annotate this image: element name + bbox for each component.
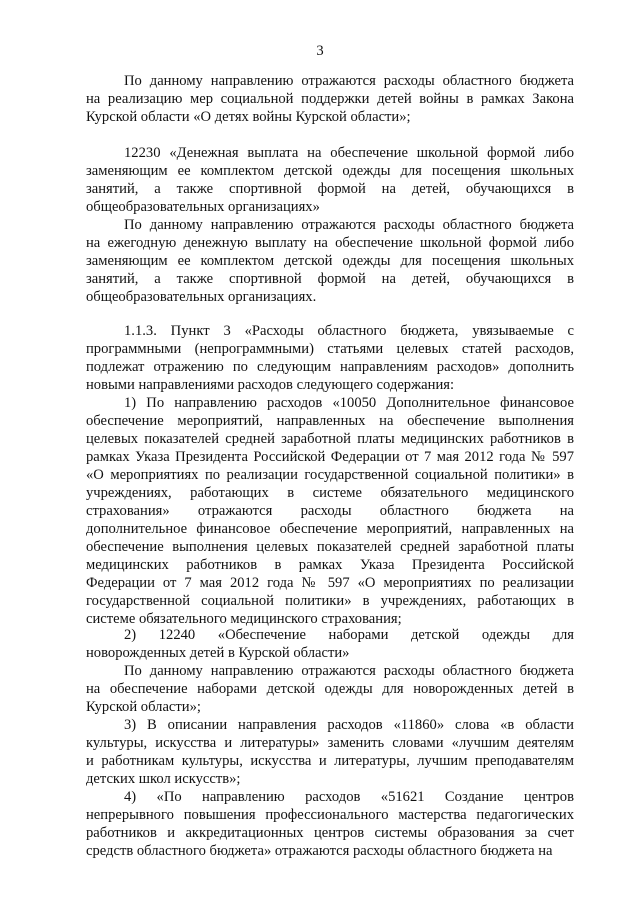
text-line: общеобразовательных организациях» — [86, 199, 320, 215]
text-line: работников и аккредитационных центров системы образования за счет — [86, 825, 574, 841]
text-line: подлежат отражению по следующим направлениям расходов» дополнить — [86, 359, 574, 375]
text-line: обеспечение выполнения целевых показателей средней заработной платы — [86, 539, 574, 555]
paragraph-block — [86, 662, 574, 716]
paragraph-block — [86, 626, 574, 662]
text-line: 4) «По направлению расходов «51621 Создание центров — [124, 789, 574, 805]
text-line: Федерации от 7 мая 2012 года № 597 «О мероприятиях по реализации — [86, 575, 574, 591]
paragraph — [86, 322, 574, 394]
text-line: непрерывного повышения профессионального мастерства педагогических — [86, 807, 574, 823]
text-line: занятий, а также спортивной формой на детей, обучающихся в — [86, 271, 574, 287]
paragraph — [86, 662, 574, 716]
paragraph-block — [86, 72, 574, 126]
text-line: медицинских работников в рамках Указа Президента Российской — [86, 557, 574, 573]
paragraph-block — [86, 716, 574, 788]
text-line: культуры, искусства и литературы» заменить словами «лучшим деятелям — [86, 735, 574, 751]
paragraph — [86, 626, 574, 662]
text-line: на обеспечение наборами детской одежды для новорожденных детей в — [86, 681, 574, 697]
text-line: на реализацию мер социальной поддержки детей войны в рамках Закона — [86, 91, 574, 107]
text-line: системе обязательного медицинского страхования; — [86, 611, 402, 627]
paragraph-block — [86, 394, 574, 628]
text-line: «О мероприятиях по реализации государственной социальной политики» в — [86, 467, 574, 483]
paragraph — [86, 216, 574, 306]
text-line: По данному направлению отражаются расходы областного бюджета — [124, 663, 574, 679]
text-line: программными (непрограммными) статьями целевых статей расходов, — [86, 341, 574, 357]
text-line: учреждениях, работающих в системе обязательного медицинского — [86, 485, 574, 501]
text-line: государственной социальной политики» в учреждениях, работающих в — [86, 593, 574, 609]
text-line: 12230 «Денежная выплата на обеспечение школьной формой либо — [124, 145, 574, 161]
text-line: рамках Указа Президента Российской Федерации от 7 мая 2012 года № 597 — [86, 449, 574, 465]
text-line: 3) В описании направления расходов «11860» слова «в области — [124, 717, 574, 733]
paragraph-block — [86, 322, 574, 394]
text-line: средств областного бюджета» отражаются расходы областного бюджета на — [86, 843, 553, 859]
text-line: страхования» отражаются расходы областного бюджета на — [86, 503, 574, 519]
text-line: общеобразовательных организациях. — [86, 289, 317, 305]
text-line: на ежегодную денежную выплату на обеспечение школьной формой либо — [86, 235, 574, 251]
paragraph-block — [86, 788, 574, 860]
text-line: Курской области»; — [86, 699, 201, 715]
paragraph — [86, 394, 574, 628]
paragraph — [86, 72, 574, 126]
text-line: дополнительное финансовое обеспечение мероприятий, направленных на — [86, 521, 574, 537]
paragraph — [86, 788, 574, 860]
paragraph-block — [86, 216, 574, 306]
text-line: 1.1.3. Пункт 3 «Расходы областного бюджета, увязываемые с — [124, 323, 574, 339]
paragraph — [86, 144, 574, 216]
page-number: 3 — [316, 43, 324, 59]
text-line: новыми направлениями расходов следующего содержания: — [86, 377, 455, 393]
text-line: заменяющим ее комплектом детской одежды для посещения школьных — [86, 253, 574, 269]
text-line: целевых показателей средней заработной платы медицинских работников в — [86, 431, 574, 447]
text-line: новорожденных детей в Курской области» — [86, 645, 350, 661]
text-line: 1) По направлению расходов «10050 Дополнительное финансовое — [124, 395, 574, 411]
paragraph-block — [86, 144, 574, 216]
text-line: По данному направлению отражаются расходы областного бюджета — [124, 217, 574, 233]
text-line: заменяющим ее комплектом детской одежды для посещения школьных — [86, 163, 574, 179]
text-line: и работникам культуры, искусства и литературы, лучшим преподавателям — [86, 753, 574, 769]
paragraph — [86, 716, 574, 788]
text-line: 2) 12240 «Обеспечение наборами детской одежды для — [124, 627, 574, 643]
text-line: По данному направлению отражаются расходы областного бюджета — [124, 73, 574, 89]
text-line: обеспечение мероприятий, направленных на обеспечение выполнения — [86, 413, 574, 429]
text-line: занятий, а также спортивной формой на детей, обучающихся в — [86, 181, 574, 197]
text-line: Курской области «О детях войны Курской области»; — [86, 109, 411, 125]
text-line: детских школ искусств»; — [86, 771, 241, 787]
